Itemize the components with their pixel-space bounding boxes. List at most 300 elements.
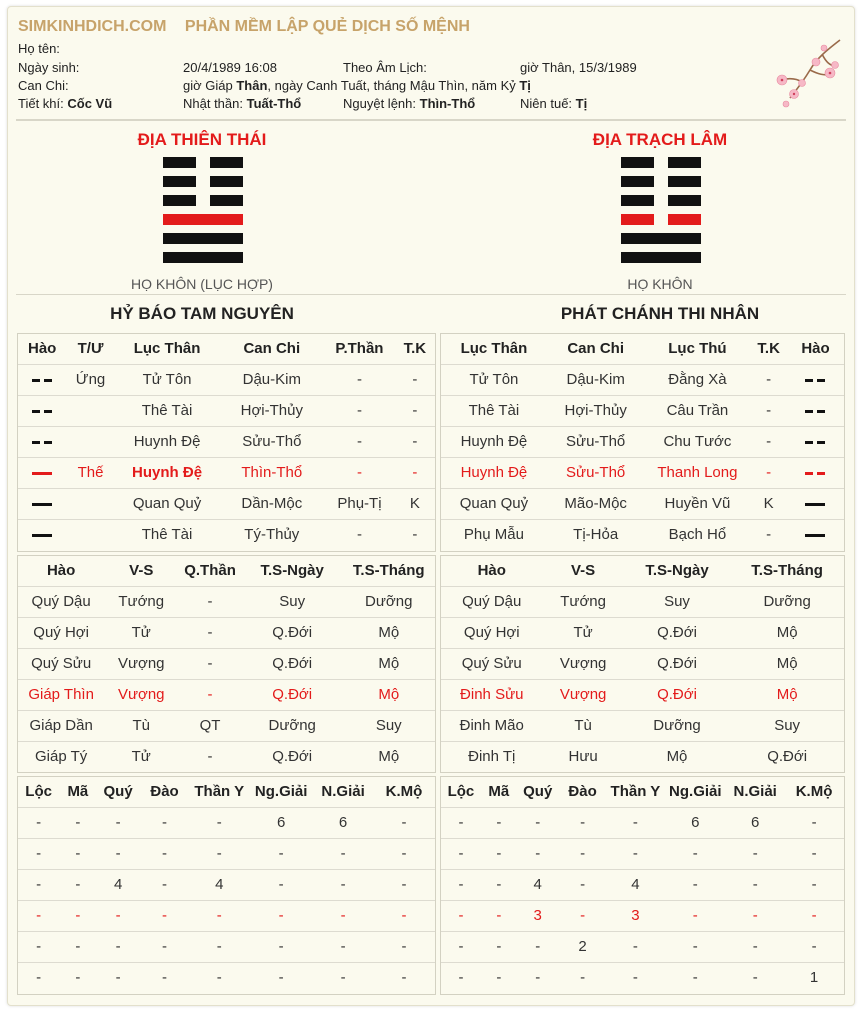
table-cell: Dần-Mộc (219, 488, 324, 519)
table-cell: - (559, 900, 607, 931)
table-cell: Mão-Mộc (547, 488, 645, 519)
table-cell: - (373, 962, 435, 993)
col-header: Ng.Giải (254, 783, 308, 801)
table-cell: Huynh Đệ (115, 457, 220, 488)
table-row (18, 869, 435, 900)
table-cell: Tử (543, 617, 624, 648)
table-cell: Sửu-Thổ (547, 457, 645, 488)
table-cell: - (395, 426, 435, 457)
table-row (18, 395, 435, 426)
table-cell: - (559, 869, 607, 900)
table-cell: - (249, 900, 313, 931)
table-cell: - (750, 519, 787, 550)
table-cell: - (373, 838, 435, 869)
table-row (18, 519, 435, 550)
table-cell: - (607, 807, 665, 838)
table-cell: - (517, 931, 559, 962)
table-cell: Câu Trần (645, 395, 751, 426)
table-cell: Tù (104, 710, 178, 741)
table-cell: - (441, 869, 481, 900)
table-row (441, 426, 844, 457)
table-cell: Huynh Đệ (441, 426, 547, 457)
table-cell: Tử (104, 617, 178, 648)
table-cell: - (140, 962, 190, 993)
table-row (441, 807, 844, 838)
table-cell: - (178, 586, 242, 617)
ngay-sinh-label: Ngày sinh: (18, 60, 80, 75)
table-cell: Q.Đới (624, 648, 731, 679)
table-row (441, 741, 844, 772)
table-cell: - (59, 838, 96, 869)
table-cell: Quý Dậu (441, 586, 543, 617)
table-cell: Giáp Thìn (18, 679, 104, 710)
table-cell (66, 488, 114, 519)
table-cell: Huynh Đệ (115, 426, 220, 457)
table-cell: Mộ (343, 617, 435, 648)
hex-right-name: ĐỊA TRẠCH LÂM (592, 130, 728, 149)
table-cell: Tù (543, 710, 624, 741)
table-cell: Thê Tài (115, 519, 220, 550)
table-cell: - (726, 900, 784, 931)
table-row (441, 519, 844, 550)
col-header: P.Thần (335, 340, 384, 358)
app-title: PHẦN MỀM LẬP QUẺ DỊCH SỐ MỆNH (184, 18, 470, 35)
table-cell: - (559, 807, 607, 838)
table-cell: Quý Dậu (18, 586, 104, 617)
table-cell: - (517, 962, 559, 993)
nien-tue: Niên tuế: Tị (520, 96, 588, 111)
table-cell: - (373, 807, 435, 838)
table-cell: Vượng (543, 679, 624, 710)
table-cell: - (313, 838, 373, 869)
table-cell: Suy (343, 710, 435, 741)
table-cell: Dậu-Kim (219, 364, 324, 395)
table-cell (66, 519, 114, 550)
table-cell: - (726, 931, 784, 962)
table-cell: - (96, 900, 139, 931)
table-cell: - (395, 457, 435, 488)
table-row (441, 679, 844, 710)
hao-line-icon (31, 528, 53, 542)
table-row (18, 900, 435, 931)
table-cell: - (18, 900, 59, 931)
hexagram-line (621, 214, 701, 225)
col-header: T.S-Tháng (751, 562, 823, 580)
col-header: V-S (129, 562, 154, 580)
col-header: Thần Y (194, 783, 245, 801)
col-header: Can Chi (567, 340, 624, 358)
table-cell: Thê Tài (115, 395, 220, 426)
table-cell: - (517, 838, 559, 869)
col-header: Hào (477, 562, 506, 580)
col-header: T.K (403, 340, 427, 358)
table-cell: Quý Hợi (441, 617, 543, 648)
table-cell: - (441, 931, 481, 962)
hexagram-line (621, 176, 701, 187)
table-cell: K (750, 488, 787, 519)
col-header: Đào (568, 783, 597, 801)
table-cell: Dưỡng (624, 710, 731, 741)
luc-than-table-left (17, 333, 436, 552)
table-cell: - (324, 457, 395, 488)
hao-line-icon (804, 528, 826, 542)
table-row (18, 648, 435, 679)
tiet-khi: Tiết khí: Cốc Vũ (18, 96, 113, 111)
table-cell: Tử Tôn (115, 364, 220, 395)
hexagram-line (621, 233, 701, 244)
table-cell: - (313, 962, 373, 993)
table-cell: Đằng Xà (645, 364, 751, 395)
table-cell: - (395, 364, 435, 395)
hao-cell (18, 457, 66, 488)
table-cell: - (59, 900, 96, 931)
than-sat-table-right (440, 776, 845, 995)
table-cell: - (18, 962, 59, 993)
col-header: Lục Thân (133, 340, 201, 358)
hao-cell (18, 364, 66, 395)
table-cell: Mộ (730, 679, 844, 710)
table-cell: - (140, 838, 190, 869)
table-cell: Dưỡng (343, 586, 435, 617)
hao-line-icon (31, 497, 53, 511)
header-divider (16, 119, 846, 121)
col-header: T/Ư (77, 340, 104, 358)
hao-line-icon (31, 435, 53, 449)
table-cell: 1 (784, 962, 844, 993)
table-cell: - (189, 900, 249, 931)
table-cell: Q.Đới (624, 617, 731, 648)
table-cell: - (726, 962, 784, 993)
table-cell: Hưu (543, 741, 624, 772)
col-header: Thần Y (610, 783, 661, 801)
table-cell: - (140, 900, 190, 931)
nhat-than: Nhật thần: Tuất-Thổ (183, 96, 302, 111)
table-cell: Quý Sửu (441, 648, 543, 679)
col-header: Lục Thú (668, 340, 727, 358)
table-row (18, 838, 435, 869)
table-row (18, 457, 435, 488)
table-row (18, 710, 435, 741)
table-cell: Tướng (104, 586, 178, 617)
table-cell: - (481, 931, 517, 962)
hex-left-ho: HỌ KHÔN (LỤC HỢP) (131, 276, 273, 292)
table-cell: - (313, 900, 373, 931)
table-cell: - (607, 962, 665, 993)
hexagram-line (621, 195, 701, 206)
table-cell: - (517, 807, 559, 838)
table-cell: Quan Quỷ (115, 488, 220, 519)
table-cell: Suy (624, 586, 731, 617)
hex-left-name: ĐỊA THIÊN THÁI (137, 130, 267, 149)
table-cell: 6 (664, 807, 726, 838)
hexagram-line (163, 176, 243, 187)
table-cell: 4 (96, 869, 139, 900)
table-cell: - (324, 364, 395, 395)
table-row (18, 364, 435, 395)
table-cell: - (784, 838, 844, 869)
col-header: Quý (523, 783, 553, 801)
table-cell: - (664, 869, 726, 900)
table-row (441, 364, 844, 395)
table-cell: Suy (730, 710, 844, 741)
table-cell: - (140, 931, 190, 962)
table-cell: Q.Đới (242, 648, 343, 679)
table-cell: Giáp Dần (18, 710, 104, 741)
table-cell: 2 (559, 931, 607, 962)
table-cell: - (178, 617, 242, 648)
table-cell: Mộ (343, 679, 435, 710)
table-cell: - (607, 931, 665, 962)
table-cell: 3 (607, 900, 665, 931)
table-row (441, 395, 844, 426)
table-cell: Q.Đới (730, 741, 844, 772)
vuong-suy-table-left (17, 555, 436, 773)
table-cell: - (324, 426, 395, 457)
hao-line-icon (31, 404, 53, 418)
table-row (441, 931, 844, 962)
table-cell: Chu Tước (645, 426, 751, 457)
table-row (18, 586, 435, 617)
hao-line-icon (804, 497, 826, 511)
table-row (441, 586, 844, 617)
table-cell: - (607, 838, 665, 869)
vuong-suy-table-right (440, 555, 845, 773)
table-row (441, 488, 844, 519)
col-header: Q.Thần (184, 562, 236, 580)
table-cell: - (189, 962, 249, 993)
col-header: T.S-Ngày (260, 562, 324, 580)
hexagram-line (163, 252, 243, 263)
table-cell: - (59, 962, 96, 993)
ngay-sinh-value: 20/4/1989 16:08 (183, 60, 277, 75)
col-header: Ng.Giải (669, 783, 722, 801)
col-header: Can Chi (243, 340, 301, 358)
table-cell: - (441, 807, 481, 838)
table-cell: Thê Tài (441, 395, 547, 426)
hexagram-line (163, 195, 243, 206)
table-cell: Thế (66, 457, 114, 488)
than-sat-table-left (17, 776, 436, 995)
table-cell: Vượng (543, 648, 624, 679)
table-cell: - (96, 807, 139, 838)
table-cell: - (481, 838, 517, 869)
table-cell: - (441, 962, 481, 993)
col-header: K.Mộ (385, 783, 423, 801)
table-cell: - (664, 931, 726, 962)
table-cell: - (140, 869, 190, 900)
site-name[interactable]: SIMKINHDICH.COM (18, 18, 167, 35)
table-cell: Sửu-Thổ (547, 426, 645, 457)
table-row (441, 617, 844, 648)
table-cell: Q.Đới (242, 679, 343, 710)
col-header: Lục Thân (460, 340, 528, 358)
table-cell: - (313, 869, 373, 900)
table-cell: Q.Đới (242, 617, 343, 648)
table-cell: Dưỡng (242, 710, 343, 741)
table-cell: 6 (249, 807, 313, 838)
table-row (441, 457, 844, 488)
table-cell: - (324, 395, 395, 426)
table-cell: Phụ-Tị (324, 488, 395, 519)
table-cell: Thanh Long (645, 457, 751, 488)
table-cell: - (784, 900, 844, 931)
table-cell: Quý Hợi (18, 617, 104, 648)
table-cell: Mộ (624, 741, 731, 772)
table-cell: Hợi-Thủy (547, 395, 645, 426)
table-row (441, 962, 844, 993)
table-cell: K (395, 488, 435, 519)
table-cell: - (784, 807, 844, 838)
hexagram-line (163, 233, 243, 244)
table-row (18, 962, 435, 993)
col-header: Đào (150, 783, 179, 801)
col-header: N.Giải (733, 783, 777, 801)
can-chi-label: Can Chi: (18, 78, 69, 93)
table-row (441, 710, 844, 741)
table-cell: - (726, 838, 784, 869)
table-cell: Tý-Thủy (219, 519, 324, 550)
table-cell: - (178, 741, 242, 772)
table-cell: - (178, 648, 242, 679)
table-cell: Sửu-Thổ (219, 426, 324, 457)
table-cell: Quý Sửu (18, 648, 104, 679)
table-cell: - (481, 900, 517, 931)
am-lich-label: Theo Âm Lịch: (343, 60, 427, 75)
hao-cell (787, 457, 844, 488)
table-cell: - (249, 869, 313, 900)
hao-cell (18, 395, 66, 426)
table-cell: - (59, 931, 96, 962)
plum-blossom-icon (772, 36, 842, 116)
table-cell: Phụ Mẫu (441, 519, 547, 550)
table-cell: - (324, 519, 395, 550)
table-cell: QT (178, 710, 242, 741)
table-cell: - (441, 838, 481, 869)
hao-cell (787, 364, 844, 395)
hex-right-subtitle: PHÁT CHÁNH THI NHÂN (560, 304, 760, 323)
table-cell: Q.Đới (242, 741, 343, 772)
table-cell: - (373, 869, 435, 900)
table-cell: - (18, 931, 59, 962)
table-cell: Tị-Hỏa (547, 519, 645, 550)
table-cell: - (96, 931, 139, 962)
table-cell: Đinh Mão (441, 710, 543, 741)
table-cell: Huynh Đệ (441, 457, 547, 488)
col-header: T.K (757, 340, 780, 358)
table-cell: Tử (104, 741, 178, 772)
table-cell: - (373, 931, 435, 962)
table-cell: Mộ (730, 617, 844, 648)
table-cell: Vượng (104, 648, 178, 679)
col-header: T.S-Ngày (645, 562, 709, 580)
table-row (18, 807, 435, 838)
table-cell: Hợi-Thủy (219, 395, 324, 426)
table-cell: - (726, 869, 784, 900)
table-cell: Đinh Sửu (441, 679, 543, 710)
am-lich-value: giờ Thân, 15/3/1989 (520, 60, 637, 75)
col-header: Hào (46, 562, 76, 580)
table-cell: Tướng (543, 586, 624, 617)
table-cell: Q.Đới (624, 679, 731, 710)
nguyet-lenh: Nguyệt lệnh: Thìn-Thổ (343, 96, 476, 111)
table-cell: - (18, 869, 59, 900)
table-cell: Thìn-Thổ (219, 457, 324, 488)
table-cell: - (664, 838, 726, 869)
table-cell: - (395, 519, 435, 550)
col-header: V-S (571, 562, 596, 580)
table-cell: 6 (313, 807, 373, 838)
table-cell: - (750, 457, 787, 488)
col-header: Mã (488, 783, 510, 801)
table-cell: 6 (726, 807, 784, 838)
hexagram-line (163, 214, 243, 225)
table-row (18, 617, 435, 648)
luc-than-table-right (440, 333, 845, 552)
table-cell: Đinh Tị (441, 741, 543, 772)
table-cell: 4 (189, 869, 249, 900)
col-header: Lộc (447, 783, 475, 801)
table-cell: Bạch Hổ (645, 519, 751, 550)
table-cell: - (784, 869, 844, 900)
table-cell: Dậu-Kim (547, 364, 645, 395)
table-cell: 4 (607, 869, 665, 900)
table-cell: - (441, 900, 481, 931)
hex-right-ho: HỌ KHÔN (627, 276, 693, 292)
table-cell: - (664, 900, 726, 931)
col-header: N.Giải (321, 783, 365, 801)
hao-cell (787, 426, 844, 457)
table-cell: - (189, 931, 249, 962)
page-header (18, 18, 470, 36)
col-header: Mã (67, 783, 89, 801)
hao-line-icon (31, 373, 53, 387)
hex-left-subtitle: HỶ BÁO TAM NGUYÊN (110, 304, 294, 323)
hao-cell (787, 488, 844, 519)
table-cell: - (481, 962, 517, 993)
table-cell: - (249, 931, 313, 962)
section-divider (16, 294, 846, 295)
table-cell: - (784, 931, 844, 962)
table-cell: - (313, 931, 373, 962)
table-cell: - (96, 962, 139, 993)
col-header: Quý (103, 783, 133, 801)
col-header: Hào (801, 340, 830, 358)
table-cell: - (189, 838, 249, 869)
table-cell: - (373, 900, 435, 931)
table-cell: - (750, 364, 787, 395)
hao-cell (18, 519, 66, 550)
table-row (18, 931, 435, 962)
table-cell: - (178, 679, 242, 710)
table-row (18, 741, 435, 772)
table-cell: - (750, 395, 787, 426)
table-cell (66, 426, 114, 457)
ho-ten-label: Họ tên: (18, 41, 60, 56)
table-cell: Tử Tôn (441, 364, 547, 395)
hao-line-icon (804, 373, 826, 387)
table-cell: Mộ (730, 648, 844, 679)
table-cell: Quan Quỷ (441, 488, 547, 519)
table-cell: - (18, 838, 59, 869)
table-cell: - (59, 807, 96, 838)
hexagram-line (621, 252, 701, 263)
hao-cell (18, 488, 66, 519)
table-cell: - (664, 962, 726, 993)
table-cell: 4 (517, 869, 559, 900)
table-cell: - (559, 962, 607, 993)
hao-cell (787, 519, 844, 550)
table-cell: - (481, 807, 517, 838)
